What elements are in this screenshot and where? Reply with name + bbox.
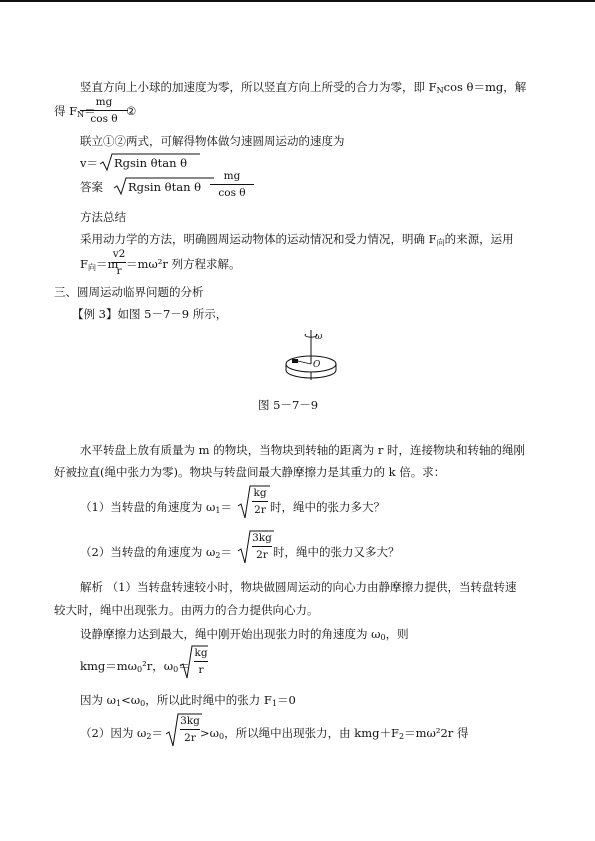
text-line: （2）因为 $\omega_2=$ [80,726,163,741]
fraction: mg cos θ [80,96,128,125]
text-line: 因为 $\omega_1<\omega_0$，所以此时绳中的张力 $F_1=0$ [80,693,296,708]
turntable-diagram [282,328,342,388]
velocity-lhs: v＝ [80,156,98,170]
question-1: （1）当转盘的角速度为 $\omega_1=$ [80,500,232,515]
sqrt-expression: Rgsin θtan θ [100,152,200,172]
text-line: 好被拉直(绳中张力为零)。物块与转盘间最大静摩擦力是其重力的 k 倍。求： [54,465,446,479]
text-line: 得 $F_N=$ [54,104,96,119]
text-line: 联立①②两式，可解得物体做匀速圆周运动的速度为 [80,134,345,148]
axis-label: ω [315,332,323,342]
text-line: $>\omega_0$，所以绳中出现张力，由 $kmg+F_2=m\omega^22r$ 得 [200,726,469,741]
method-title: 方法总结 [80,210,126,224]
text-line: 时，绳中的张力多大？ [270,500,385,514]
text-line: $F_向=m$ [80,257,119,272]
text-line: 竖直方向上小球的加速度为零，所以竖直方向上所受的合力为零，即 $F_N\cos$ θ＝mg，解 [80,80,527,95]
equation-tag: ② [126,104,137,118]
answer-label: 答案 [80,180,103,194]
text-line: 较大时，绳中出现张力。由两力的合力提供向心力。 [54,603,319,617]
sqrt-fraction: 3kg 2r [166,712,202,748]
text-line: 时，绳中的张力又多大？ [273,545,400,559]
center-label: O [313,360,321,370]
sqrt-fraction: kg r [180,644,208,680]
fraction: mg cos θ [210,170,254,199]
text-line: 设静摩擦力达到最大，绳中刚开始出现张力时的角速度为 $\omega_0$，则 [80,627,409,642]
text-line: 采用动力学的方法，明确圆周运动物体的运动情况和受力情况，明确 $F_向$的来源，运用 [80,232,514,247]
turntable-figure [282,328,342,388]
text-line: 解析 （1）当转盘转速较小时，物块做圆周运动的向心力由静摩擦力提供，当转盘转速 [80,580,517,594]
sqrt-fraction: 3kg 2r [238,529,274,565]
sqrt-fraction: kg 2r [238,484,270,520]
sqrt-expression: Rgsin θtan θ [114,176,214,196]
text-line: ＝mω²r 列方程求解。 [126,257,241,271]
section-heading: 三、圆周运动临界问题的分析 [54,285,204,299]
text-line: 水平转盘上放有质量为 m 的物块，当物块到转轴的距离为 r 时，连接物块和转轴的绳刚 [80,443,526,457]
fraction: v2 r [112,248,126,277]
text-line: $kmg=m\omega_0^2r$，$\omega_0=$ [80,659,190,674]
question-2: （2）当转盘的角速度为 $\omega_2=$ [80,545,232,560]
example-heading: 【例 3】如图 5－7－9 所示， [72,307,228,321]
page-top-rule [0,0,595,2]
figure-caption: 图 5－7－9 [258,398,319,412]
